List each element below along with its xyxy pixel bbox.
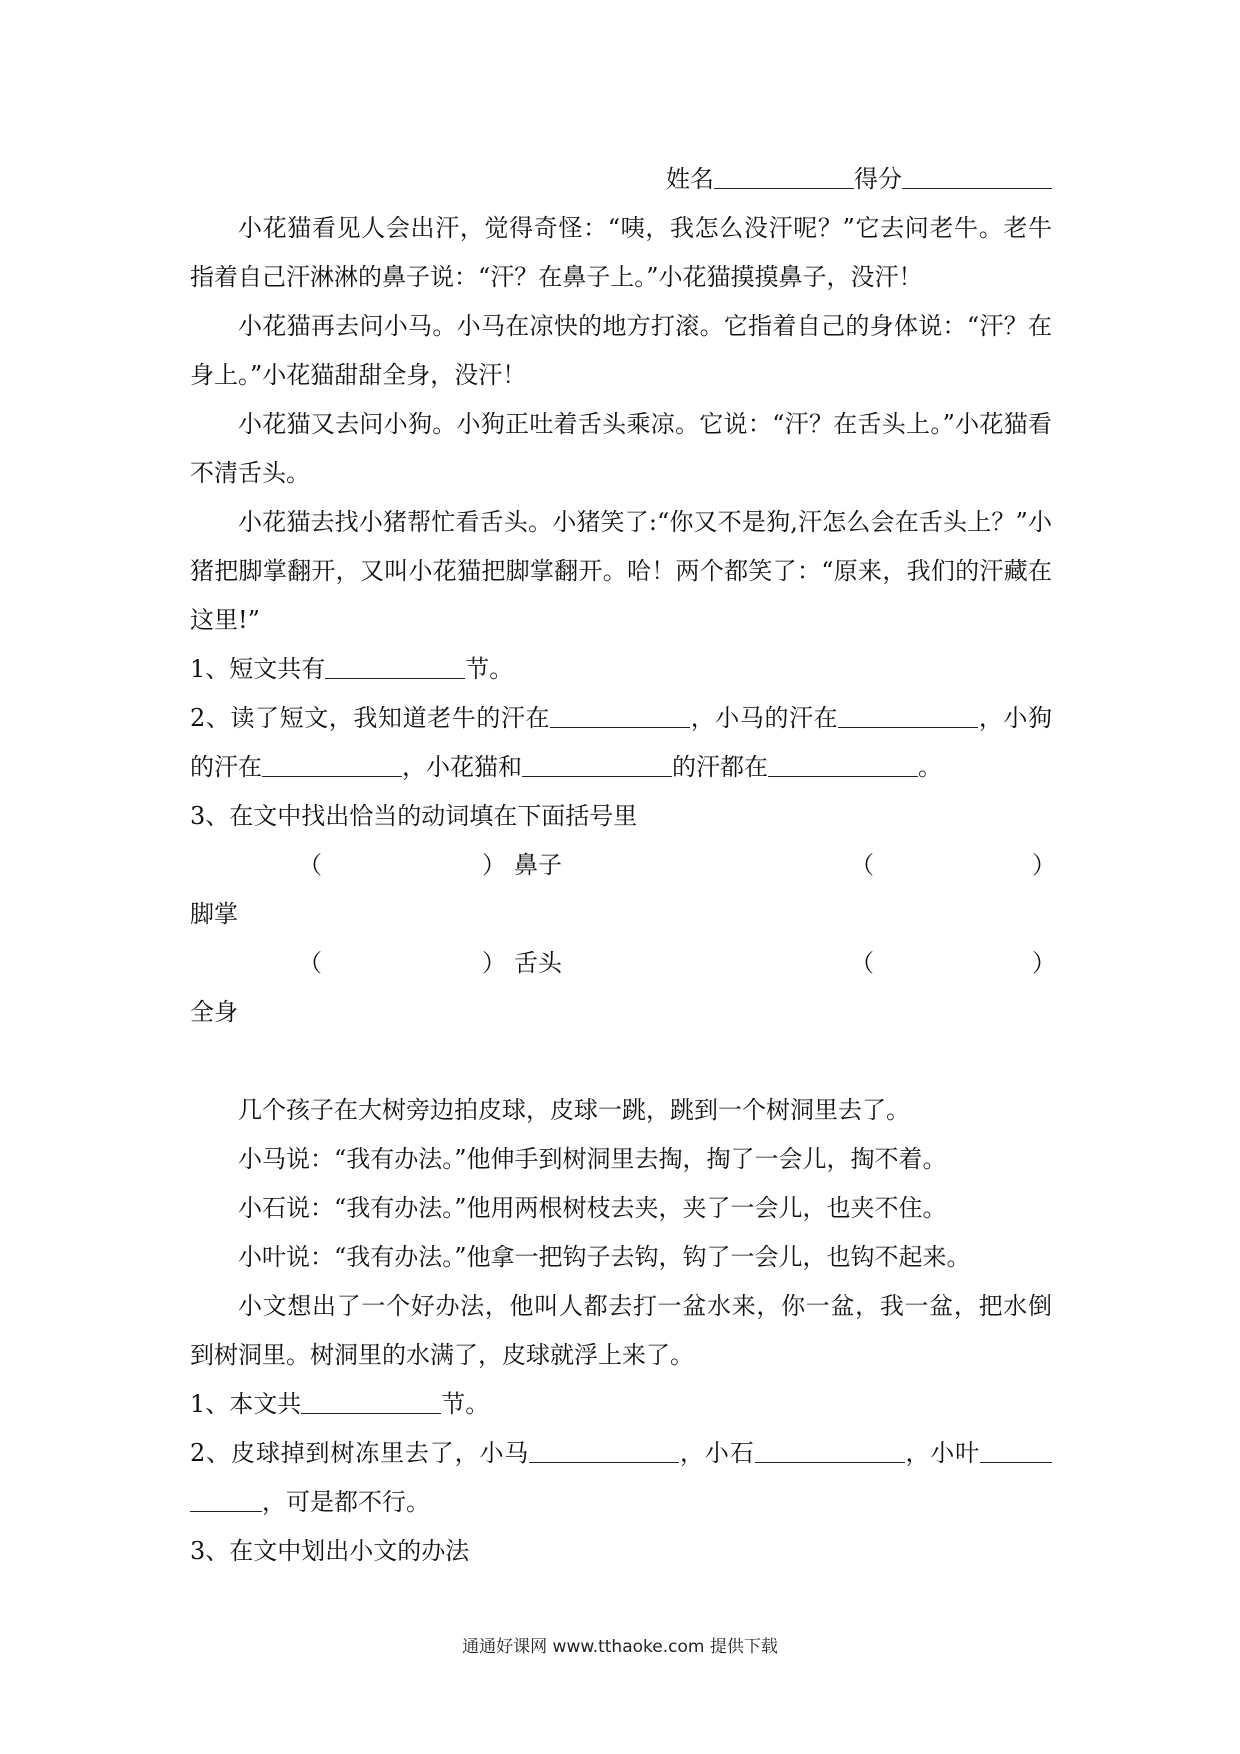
question-text: ，可是都不行。: [262, 1488, 430, 1516]
story1-paragraph-2: 小花猫再去问小马。小马在凉快的地方打滚。它指着自己的身体说：“汗？在身上。”小花猫甜甜全身，没汗！: [190, 312, 1052, 389]
close-paren[interactable]: ）: [1032, 851, 1056, 879]
score-blank[interactable]: [902, 164, 1052, 189]
question-text: 2、皮球掉到树冻里去了，小马: [190, 1439, 530, 1467]
object-word: 脚掌: [190, 900, 238, 928]
answer-blank[interactable]: [529, 1438, 679, 1463]
answer-blank[interactable]: [301, 1389, 441, 1414]
close-paren[interactable]: ）: [482, 851, 506, 879]
question-text: 2、读了短文，我知道老牛的汗在: [190, 704, 551, 732]
question-text: ，小叶: [904, 1439, 980, 1467]
story1-question-2: [190, 694, 1052, 792]
story1-paragraph-4: 小花猫去找小猪帮忙看舌头。小猪笑了:“你又不是狗,汗怎么会在舌头上？”小猪把脚掌翻开，又叫小花猫把脚掌翻开。哈！两个都笑了：“原来，我们的汗藏在这里!”: [190, 508, 1052, 634]
object-word: 舌头: [514, 949, 562, 977]
close-paren[interactable]: ）: [1032, 949, 1056, 977]
name-score-line: [190, 155, 1052, 204]
answer-blank[interactable]: [262, 752, 402, 777]
story2-question-3: 3、在文中划出小文的办法: [190, 1537, 470, 1565]
answer-blank[interactable]: [190, 1487, 262, 1512]
answer-blank[interactable]: [838, 703, 978, 728]
story2-paragraph-3: 小石说：“我有办法。”他用两根树枝去夹，夹了一会儿，也夹不住。: [238, 1194, 947, 1222]
open-paren: （: [298, 949, 322, 977]
story2-paragraph-4: 小叶说：“我有办法。”他拿一把钩子去钩，钩了一会儿，也钩不起来。: [238, 1243, 971, 1271]
question-text: 节。: [465, 655, 514, 683]
answer-blank[interactable]: [522, 752, 672, 777]
answer-blank[interactable]: [325, 654, 465, 679]
question-text: ，小狗的汗在: [190, 704, 1053, 781]
worksheet-content: [190, 155, 1056, 1576]
story1-question-1: [190, 645, 1052, 694]
verb-row-1: [190, 841, 1056, 890]
answer-blank[interactable]: [768, 752, 918, 777]
answer-blank[interactable]: [980, 1438, 1052, 1463]
question-text: ，小花猫和: [402, 753, 522, 781]
story2-question-1: [190, 1380, 1052, 1429]
question-text: 1、本文共: [190, 1390, 302, 1418]
object-word: 鼻子: [514, 851, 562, 879]
section-gap: [190, 1037, 1052, 1086]
story1-paragraph-3: 小花猫又去问小狗。小狗正吐着舌头乘凉。它说：“汗？在舌头上。”小花猫看不清舌头。: [190, 410, 1052, 487]
open-paren: （: [850, 851, 874, 879]
answer-blank[interactable]: [550, 703, 690, 728]
name-blank[interactable]: [714, 164, 854, 189]
question-text: 的汗都在: [672, 753, 768, 781]
story2-question-2: [190, 1429, 1052, 1527]
story1-paragraph-1: 小花猫看见人会出汗，觉得奇怪：“咦，我怎么没汗呢？”它去问老牛。老牛指着自己汗淋淋的鼻子说：“汗？在鼻子上。”小花猫摸摸鼻子，没汗！: [190, 214, 1052, 291]
close-paren[interactable]: ）: [482, 949, 506, 977]
object-word: 全身: [190, 998, 238, 1026]
question-text: 。: [918, 753, 942, 781]
story1-question-3: 3、在文中找出恰当的动词填在下面括号里: [190, 802, 638, 830]
question-text: 1、短文共有: [190, 655, 326, 683]
answer-blank[interactable]: [755, 1438, 905, 1463]
verb-row-2: [190, 939, 1056, 988]
score-label: 得分: [854, 165, 902, 193]
open-paren: （: [298, 851, 322, 879]
footer-credit: 通通好课网 www.tthaoke.com 提供下载: [462, 1637, 778, 1657]
question-text: ，小石: [679, 1439, 755, 1467]
question-text: 节。: [441, 1390, 490, 1418]
story2-paragraph-1: 几个孩子在大树旁边拍皮球，皮球一跳，跳到一个树洞里去了。: [238, 1096, 910, 1124]
open-paren: （: [850, 949, 874, 977]
name-label: 姓名: [666, 165, 714, 193]
story2-paragraph-2: 小马说：“我有办法。”他伸手到树洞里去掏，掏了一会儿，掏不着。: [238, 1145, 947, 1173]
question-text: ，小马的汗在: [690, 704, 839, 732]
story2-paragraph-5: 小文想出了一个好办法，他叫人都去打一盆水来，你一盆，我一盆，把水倒到树洞里。树洞里的水满了，皮球就浮上来了。: [190, 1292, 1052, 1369]
